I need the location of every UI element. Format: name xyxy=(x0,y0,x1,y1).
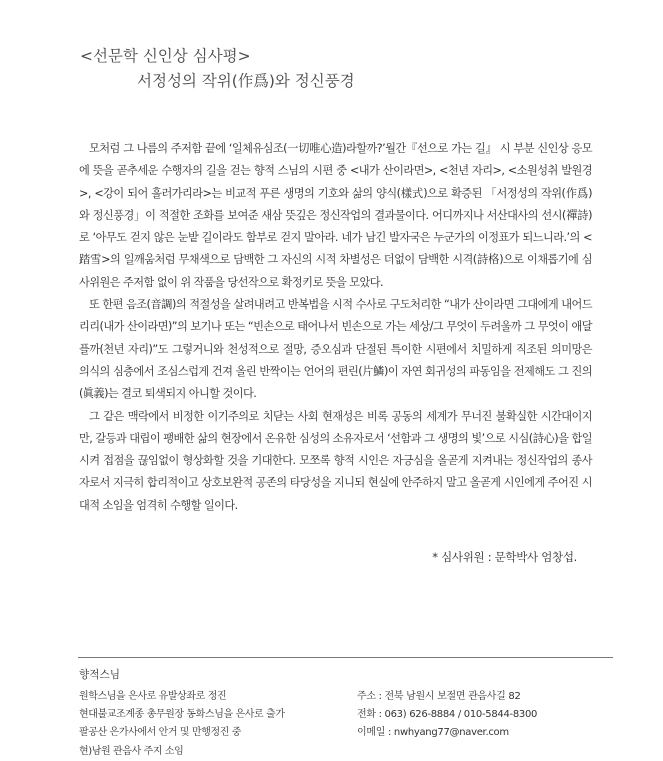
section-divider xyxy=(78,657,613,658)
history-item: 현대불교조계종 총무원장 동화스님을 은사로 출가 xyxy=(79,709,285,721)
page-subtitle: 서정성의 작위(作爲)와 정신풍경 xyxy=(137,72,355,90)
reviewer-signature: * 심사위원 : 문학박사 엄창섭. xyxy=(432,550,577,564)
contact-email[interactable]: 이메일 : nwhyang77@naver.com xyxy=(357,727,509,739)
poet-history xyxy=(79,688,285,761)
title-block xyxy=(80,44,355,94)
history-item: 현)남원 관음사 주지 소임 xyxy=(79,745,184,757)
poet-contact xyxy=(357,688,537,743)
review-paragraph-1: 모처럼 그 나름의 주저함 끝에 ‘일체유심조(一切唯心造)라할까?’월간『선으로 가는 길』 시 부분 신인상 응모에 뜻을 곧추세운 수행자의 길을 걷는 향적 스님의 시편 중 <내가 산이라면>, <천년 자리>, <소원성취 발원경>, <강이 되어 흘러가리라>는 비교적 푸른 생명의 기호와 삶의 양식(樣式)으로 확증된 「서정성의 작위(作爲)와 정신풍경」이 적절한 조화를 보여준 새삼 뜻깊은 정신작업의 결과물이다. 어디까지나 서산대사의 선시(禪詩)로 ‘아무도 걷지 않은 눈밭 길이라도 함부로 걷지 말아라. 네가 남긴 발자국은 누군가의 이정표가 되느니라.’의 <踏雪>의 일깨움처럼 무채색으로 담백한 그 자신의 시적 차별성은 더없이 담백한 시격(詩格)으로 이채롭기에 심사위원은 주저함 없이 위 작품을 당선작으로 확정키로 뜻을 모았다. xyxy=(79,142,592,289)
history-item: 원학스님을 은사로 유발상좌로 정진 xyxy=(79,691,227,702)
review-paragraph-3: 그 같은 맥락에서 비정한 이기주의로 치닫는 사회 현재성은 비록 공동의 세계가 무너진 불확실한 시간대이지만, 갈등과 대립이 팽배한 삶의 현장에서 온유한 심성의 소유자로서 ‘선함과 그 생명의 빛’으로 시심(詩心)을 합일시켜 접점을 끊임없이 형상화할 것을 기대한다. 모쪼록 향적 시인은 자긍심을 올곧게 지켜내는 정신작업의 종사자로서 지극히 합리적이고 상호보완적 공존의 타당성을 지니되 현실에 안주하지 말고 올곧게 시인에게 주어진 시대적 소임을 엄격히 수행할 일이다. xyxy=(79,409,592,512)
history-item: 팔공산 은가사에서 안거 및 만행정진 중 xyxy=(79,727,242,739)
poet-name: 향적스님 xyxy=(79,669,120,681)
page-title: <선문학 신인상 심사평> xyxy=(80,47,251,65)
contact-address: 주소 : 전북 남원시 보절면 관음사길 82 xyxy=(357,691,521,702)
review-paragraph-2: 또 한편 음조(音調)의 적절성을 살려내려고 반복법을 시적 수사로 구도처리한 “내가 산이라면 그대에게 내어드리리(내가 산이라면)”의 보기나 또는 “빈손으로 태어나서 빈손으로 가는 세상/그 무엇이 두려울까 그 무엇이 애달플까(천년 자리)”도 그렇거니와 천성적으로 절망, 증오심과 단절된 특이한 시편에서 치밀하게 직조된 의미망은 의식의 심층에서 조심스럽게 건져 올린 반짝이는 언어의 편린(片鱗)이 자연 회귀성의 파동임을 전제해도 그 진의(眞義)는 결코 퇴색되지 아니할 것이다. xyxy=(79,298,592,401)
contact-phone: 전화 : 063) 626-8884 / 010-5844-8300 xyxy=(357,709,538,721)
review-body xyxy=(79,138,592,517)
